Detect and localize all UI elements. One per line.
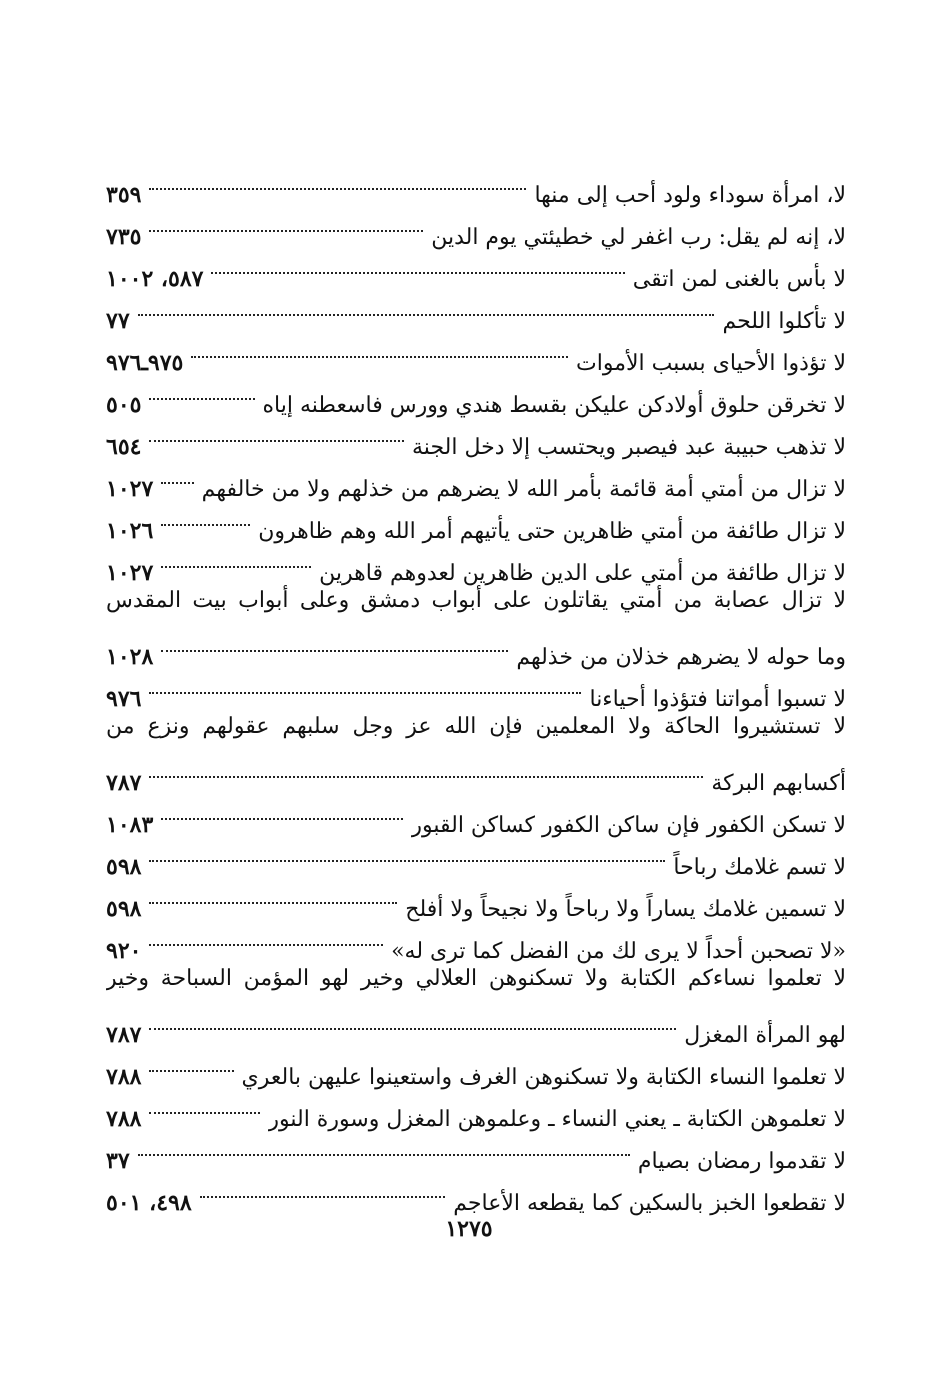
entry-text: لا تخرقن حلوق أولادكن عليكن بقسط هندي وورس فاسعطنه إياه — [262, 393, 846, 418]
entry-page-refs: ٥٨٧، ١٠٠٢ — [106, 266, 204, 292]
entry-text: لهو المرأة المغزل — [684, 1023, 846, 1048]
entry-text: لا بأس بالغنى لمن اتقى — [632, 267, 846, 292]
dot-leader — [149, 202, 423, 244]
entry-page-refs: ٧٨٧ — [106, 770, 142, 796]
entry-text: لا تزال عصابة من أمتي يقاتلون على أبواب دمشق وعلى أبواب بيت المقدس — [106, 588, 846, 613]
index-entry — [106, 580, 846, 622]
dot-leader — [149, 370, 254, 412]
dot-leader — [149, 874, 397, 916]
entry-page-refs: ٩٢٠ — [106, 938, 142, 964]
entry-text: لا تسبوا أمواتنا فتؤذوا أحياءنا — [589, 687, 846, 712]
dot-leader — [200, 1168, 446, 1210]
dot-leader — [149, 1000, 676, 1042]
dot-leader — [149, 1084, 260, 1126]
entry-text: لا، إنه لم يقل: رب اغفر لي خطيئتي يوم الدين — [431, 225, 846, 250]
dot-leader — [149, 832, 665, 874]
entry-page-refs: ٣٥٩ — [106, 182, 142, 208]
dot-leader — [161, 622, 508, 664]
entry-page-refs: ١٠٢٨ — [106, 644, 154, 670]
dot-leader — [161, 454, 193, 496]
entry-page-refs: ٧٣٥ — [106, 224, 142, 250]
index-entry — [106, 958, 846, 1000]
hadith-index-list — [106, 160, 846, 1216]
index-entry — [106, 706, 846, 748]
dot-leader — [149, 412, 404, 454]
entry-page-refs: ٦٥٤ — [106, 434, 142, 460]
dot-leader — [149, 664, 581, 706]
entry-text: لا تذهب حبيبة عبد فيصبر ويحتسب إلا دخل الجنة — [412, 435, 846, 460]
entry-text: لا تعلموا نساءكم الكتابة ولا تسكنوهن العلالي وخير لهو المؤمن السباحة وخير — [106, 966, 846, 991]
entry-page-refs: ٧٨٨ — [106, 1064, 142, 1090]
entry-text: أكسابهم البركة — [711, 771, 846, 796]
entry-page-refs: ٧٨٨ — [106, 1106, 142, 1132]
entry-text: لا تستشيروا الحاكة ولا المعلمين فإن الله عز وجل سلبهم عقولهم ونزع من — [106, 714, 846, 739]
entry-page-refs: ٥٩٨ — [106, 896, 142, 922]
entry-page-refs: ٧٨٧ — [106, 1022, 142, 1048]
dot-leader — [138, 286, 715, 328]
entry-text: لا، امرأة سوداء ولود أحب إلى منها — [534, 183, 846, 208]
dot-leader — [161, 790, 403, 832]
entry-text: لا تزال من أمتي أمة قائمة بأمر الله لا يضرهم من خذلهم ولا من خالفهم — [201, 477, 846, 502]
dot-leader — [149, 1042, 233, 1084]
index-entry — [106, 748, 846, 796]
dot-leader — [138, 1126, 630, 1168]
entry-page-refs: ٧٧ — [106, 308, 130, 334]
index-entry — [106, 160, 846, 208]
entry-text: لا تؤذوا الأحياى بسبب الأموات — [576, 351, 846, 376]
entry-page-refs: ١٠٨٣ — [106, 812, 154, 838]
entry-text: لا تسم غلامك رباحاً — [673, 855, 846, 880]
entry-text: لا تعلموا النساء الكتابة ولا تسكنوهن الغرف واستعينوا عليهن بالعري — [241, 1065, 846, 1090]
index-entry — [106, 1000, 846, 1048]
index-entry — [106, 622, 846, 670]
entry-page-refs: ١٠٢٧ — [106, 476, 154, 502]
dot-leader — [191, 328, 568, 370]
entry-text: لا تزال طائفة من أمتي ظاهرين حتى يأتيهم أمر الله وهم ظاهرون — [258, 519, 846, 544]
entry-text: لا تعلموهن الكتابة ـ يعني النساء ـ وعلموهن المغزل وسورة النور — [268, 1107, 846, 1132]
entry-page-refs: ٩٧٥ـ٩٧٦ — [106, 350, 184, 376]
entry-page-refs: ٥٩٨ — [106, 854, 142, 880]
entry-text: لا تسمين غلامك يساراً ولا رباحاً ولا نجيحاً ولا أفلح — [405, 897, 846, 922]
entry-text: لا تقدموا رمضان بصيام — [637, 1149, 846, 1174]
entry-page-refs: ١٠٢٦ — [106, 518, 154, 544]
dot-leader — [149, 916, 383, 958]
entry-text: لا تزال طائفة من أمتي على الدين ظاهرين لعدوهم قاهرين — [319, 561, 846, 586]
entry-page-refs: ١٠٢٧ — [106, 560, 154, 586]
entry-page-refs: ٥٠٥ — [106, 392, 142, 418]
entry-text: وما حوله لا يضرهم خذلان من خذلهم — [516, 645, 846, 670]
entry-text: لا تأكلوا اللحم — [722, 309, 846, 334]
dot-leader — [161, 538, 311, 580]
dot-leader — [149, 160, 526, 202]
entry-page-refs: ٩٧٦ — [106, 686, 142, 712]
dot-leader — [161, 496, 250, 538]
entry-text: لا تسكن الكفور فإن ساكن الكفور كساكن القبور — [411, 813, 846, 838]
page-number: ١٢٧٥ — [445, 1216, 493, 1242]
entry-text: «لا تصحبن أحداً لا يرى لك من الفضل كما ترى له» — [391, 939, 846, 964]
dot-leader — [149, 748, 703, 790]
dot-leader — [211, 244, 624, 286]
entry-page-refs: ٤٩٨، ٥٠١ — [106, 1190, 192, 1216]
entry-text: لا تقطعوا الخبز بالسكين كما يقطعه الأعاجم — [453, 1191, 846, 1216]
entry-page-refs: ٣٧ — [106, 1148, 130, 1174]
